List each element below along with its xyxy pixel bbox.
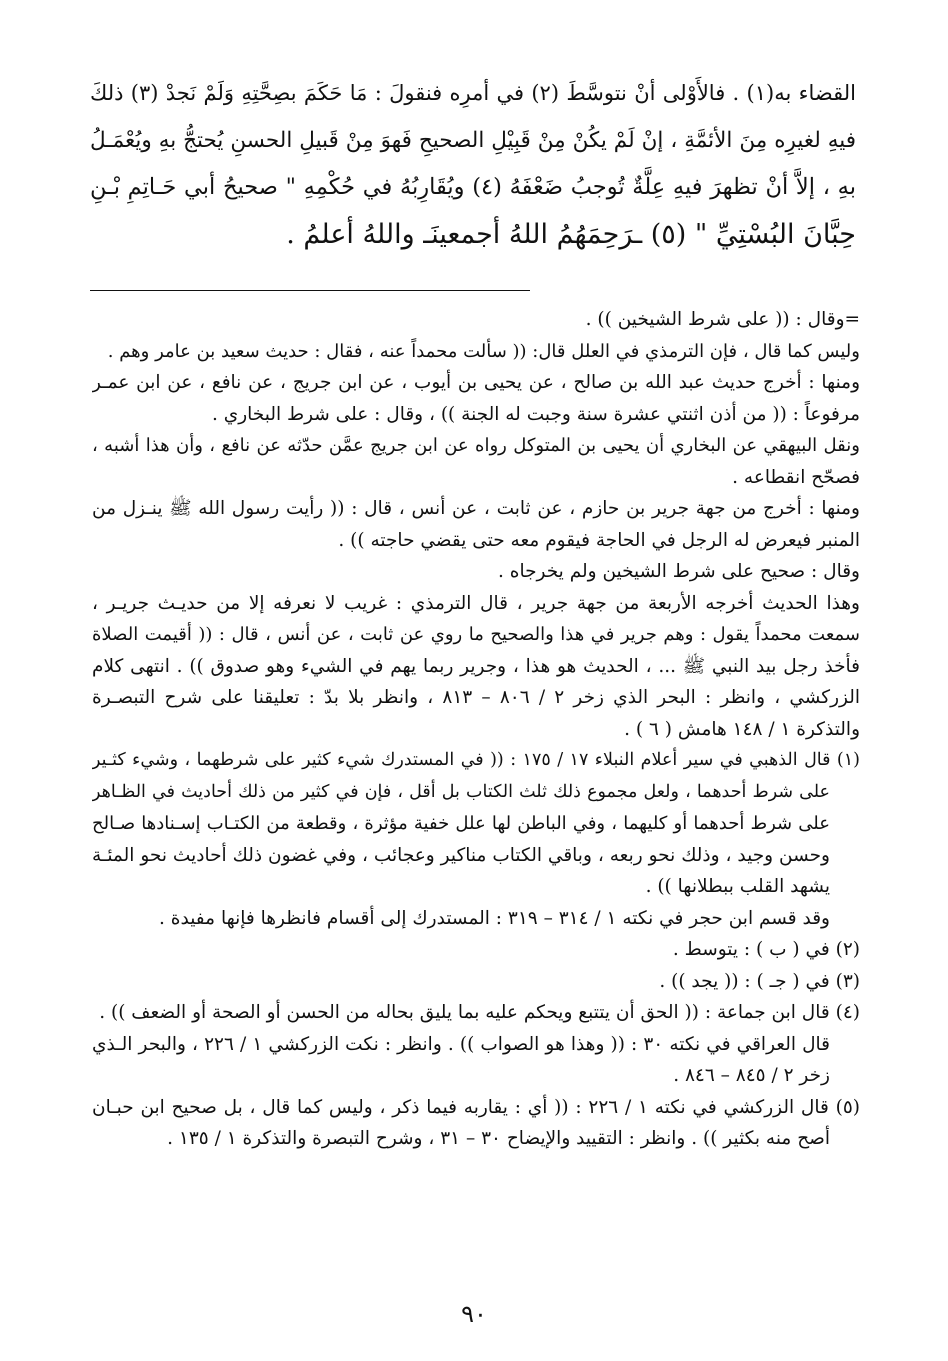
note-line: سمعت محمداً يقول : وهم جرير في هذا والصحيح ما روي عن ثابت ، عن أنس ، قال : (( أقيمت الصلاة <box>92 624 860 645</box>
note-line: على شرط أحدهما أو كليهما ، وفي الباطن لها علل خفية مؤثرة ، وقطعة من الكتـاب إسـنادها صـالح <box>92 813 830 834</box>
page-number: ٩٠ <box>461 1300 487 1328</box>
footnote-3 <box>92 966 860 998</box>
main-line: القضاء به(١) . فالأَوْلى أنْ نتوسَّطَ (٢) في أمرِه فنقولَ : مَا حَكَمَ بصِحَّتِهِ وَلَمْ نَجدْ (٣) ذلكَ <box>90 81 856 105</box>
note-line: فصحّح انقطاعه . <box>732 466 860 488</box>
note-line: (٣) في ( جـ ) : (( يجد )) . <box>659 970 860 992</box>
note-line: يشهد القلب ببطلانها )) . <box>645 876 830 897</box>
note-line: ونقل البيهقي عن البخاري أن يحيى بن المتوكل رواه عن ابن جريج عمَّن حدّثه عن نافع ، وأن هذا أشبه ، <box>92 435 860 456</box>
note-line: على شرط أحدهما ، ولعل مجموع ذلك ثلث الكتاب بل أقل ، فإن في كثير من ذلك أحاديث في الظـاهر <box>92 781 830 802</box>
main-line: حِبَّانَ البُسْتِيِّ " (٥) ـرَحِمَهُمُ اللهُ أجمعينَـ واللهُ أعلمُ . <box>286 219 856 250</box>
note-line: فأخذ رجل بيد النبي ﷺ ... ، الحديث هو هذا ، وجرير ربما يهم في الشيء وهو صدوق )) . انتهى كلام <box>92 655 860 677</box>
main-line: فيهِ لغيرِه مِنَ الأئمَّةِ ، إنْ لَمْ يكُنْ مِنْ قَبِيْلِ الصحيحِ فَهوَ مِنْ قَبيلِ الحسنِ يُحتجُّ بهِ ويُعْمَـلُ <box>90 128 856 153</box>
note-line: قال العراقي في نكته ٣٠ : (( وهذا هو الصواب )) . وانظر : نكت الزركشي ١ / ٢٢٦ ، والبحر الـذي <box>92 1033 831 1055</box>
note-line: =وقال : (( على شرط الشيخين )) . <box>585 309 860 330</box>
note-line: وحسن وجيد ، وذلك نحو ربعه ، وباقي الكتاب مناكير وعجائب ، وفي غضون ذلك أحاديث نحو المئـة <box>92 844 830 866</box>
continued-footnote <box>92 304 860 745</box>
footnote-5 <box>92 1092 860 1155</box>
note-line: ومنها : أخرج من جهة جرير بن حازم ، عن ثابت ، عن أنس ، قال : (( رأيت رسول الله ﷺ ينـزل من <box>92 498 860 519</box>
footnote-2 <box>92 934 860 966</box>
note-line: وقال : صحيح على شرط الشيخين ولم يخرجاه . <box>497 561 860 582</box>
main-line: بهِ ، إلاَّ أنْ تظهرَ فيهِ عِلَّةٌ تُوجبُ ضَعْفَهُ (٤) ويُقَارِبُهُ في حُكْمِهِ " صحيحُ أبي حَـاتِمِ بْـنِ <box>90 174 856 200</box>
note-line: وليس كما قال ، فإن الترمذي في العلل قال: (( سألت محمداً عنه ، فقال : حديث سعيد بن عامر وهم . <box>107 340 860 362</box>
footnotes-area <box>92 304 860 1155</box>
note-line: (٥) قال الزركشي في نكته ١ / ٢٢٦ : (( أي : يقاربه فيما ذكر ، وليس كما قال ، بل صحيح ابن حبـان <box>92 1096 860 1118</box>
footnote-1 <box>92 745 860 934</box>
note-line: (١) قال الذهبي في سير أعلام النبلاء ١٧ / ١٧٥ : (( في المستدرك شيء كثير على شرطهما ، وشيء كثـير <box>92 750 860 770</box>
main-text <box>90 70 856 258</box>
footnote-4 <box>92 997 860 1092</box>
note-line: (٢) في ( ب ) : يتوسط . <box>672 939 860 960</box>
note-line: أصح منه بكثير )) . وانظر : التقييد والإيضاح ٣٠ – ٣١ ، وشرح التبصرة والتذكرة ١ / ١٣٥ . <box>167 1128 830 1149</box>
note-line: ومنها : أخرج حديث عبد الله بن صالح ، عن يحيى بن أيوب ، عن ابن جريج ، عن نافع ، عن ابن عمـر <box>92 372 860 393</box>
footnote-separator <box>90 290 530 291</box>
note-line: (٤) قال ابن جماعة : (( الحق أن يتتبع ويحكم عليه بما يليق بحاله من الحسن أو الصحة أو الضعف )) . <box>99 1002 860 1023</box>
note-line: الزركشي ، وانظر : البحر الذي زخر ٢ / ٨٠٦ – ٨١٣ ، وانظر بلا بدّ : تعليقنا على شرح التبصـرة <box>92 687 860 708</box>
note-line: وقد قسم ابن حجر في نكته ١ / ٣١٤ – ٣١٩ : المستدرك إلى أقسام فانظرها فإنها مفيدة . <box>159 907 830 929</box>
note-line: زخر ٢ / ٨٤٥ – ٨٤٦ . <box>673 1065 830 1086</box>
note-line: والتذكرة ١ / ١٤٨ هامش ( ٦ ) . <box>624 718 860 740</box>
note-line: مرفوعاً : (( من أذن اثنتي عشرة سنة وجبت له الجنة )) ، وقال : على شرط البخاري . <box>211 403 860 425</box>
note-line: المنبر فيعرض له الرجل في الحاجة فيقوم معه حتى يقضي حاجته )) . <box>338 529 860 551</box>
note-line: وهذا الحديث أخرجه الأربعة من جهة جرير ، قال الترمذي : غريب لا نعرفه إلا من حديـث جريـر ، <box>92 592 860 614</box>
